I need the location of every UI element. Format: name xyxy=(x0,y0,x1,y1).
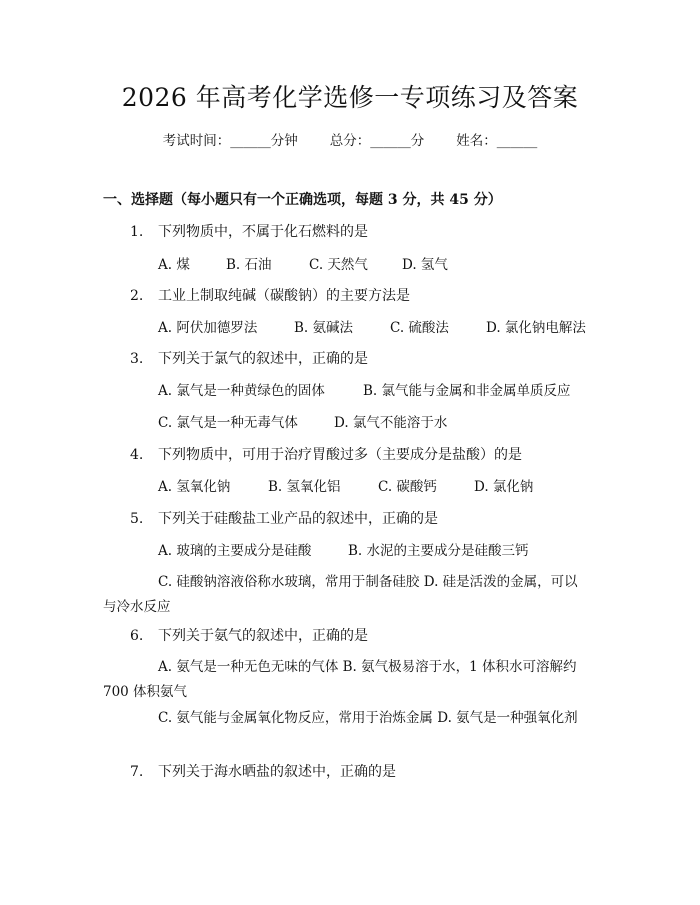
question-number: 7. xyxy=(130,764,144,780)
question-5-options-row-1 xyxy=(158,541,529,561)
page-title: 2026 年高考化学选修一专项练习及答案 xyxy=(121,83,579,112)
question-1-options xyxy=(158,255,448,275)
option-a: A. 煤 xyxy=(158,257,190,273)
option-c: C. 氯气是一种无毒气体 xyxy=(158,415,298,431)
question-text: 下列关于氨气的叙述中，正确的是 xyxy=(158,628,368,644)
question-text: 下列物质中，可用于治疗胃酸过多（主要成分是盐酸）的是 xyxy=(158,447,522,463)
question-3-options-row-2 xyxy=(158,413,447,433)
question-7 xyxy=(130,762,396,782)
question-5-options-wrapped: C. 硅酸钠溶液俗称水玻璃，常用于制备硅胶 D. 硅是活泼的金属，可以与冷水反应 xyxy=(103,574,578,615)
question-3-options-row-1 xyxy=(158,381,571,401)
option-d: D. 氯化钠电解法 xyxy=(486,320,586,336)
student-name-field: 姓名：______ xyxy=(456,133,538,149)
question-6-options-ab: A. 氨气是一种无色无味的气体 B. 氨气极易溶于水，1 体积水可溶解约 700 体积氨气 xyxy=(103,659,577,700)
exam-time-field: 考试时间：______分钟 xyxy=(162,133,298,149)
option-a: A. 玻璃的主要成分是硅酸 xyxy=(158,543,312,559)
question-number: 4. xyxy=(130,447,144,463)
option-c: C. 天然气 xyxy=(309,257,368,273)
option-a: A. 阿伏加德罗法 xyxy=(158,320,258,336)
option-c: C. 碳酸钙 xyxy=(378,479,437,495)
question-number: 1. xyxy=(130,224,144,240)
option-a: A. 氢氧化钠 xyxy=(158,479,231,495)
section-heading: 一、选择题（每小题只有一个正确选项，每题 3 分，共 45 分） xyxy=(103,192,502,208)
question-text: 下列关于海水晒盐的叙述中，正确的是 xyxy=(158,764,396,780)
option-d: D. 氢气 xyxy=(402,257,448,273)
question-6 xyxy=(130,626,368,646)
question-text: 下列关于硅酸盐工业产品的叙述中，正确的是 xyxy=(158,511,438,527)
question-number: 2. xyxy=(130,288,144,304)
total-score-field: 总分：______分 xyxy=(329,133,425,149)
question-2 xyxy=(130,286,410,306)
option-d: D. 氯化钠 xyxy=(474,479,534,495)
option-b: B. 氯气能与金属和非金属单质反应 xyxy=(363,383,571,399)
question-4-options xyxy=(158,477,533,497)
question-number: 5. xyxy=(130,511,144,527)
question-text: 工业上制取纯碱（碳酸钠）的主要方法是 xyxy=(158,288,410,304)
option-c: C. 硫酸法 xyxy=(390,320,449,336)
question-text: 下列物质中，不属于化石燃料的是 xyxy=(158,224,368,240)
question-1 xyxy=(130,222,368,242)
option-b: B. 水泥的主要成分是硅酸三钙 xyxy=(348,543,529,559)
question-4 xyxy=(130,445,522,465)
option-a: A. 氯气是一种黄绿色的固体 xyxy=(158,383,325,399)
question-number: 3. xyxy=(130,351,144,367)
question-number: 6. xyxy=(130,628,144,644)
option-b: B. 氨碱法 xyxy=(294,320,354,336)
option-b: B. 氢氧化铝 xyxy=(268,479,341,495)
question-3 xyxy=(130,349,368,369)
exam-info-line xyxy=(0,131,700,151)
question-5 xyxy=(130,509,438,529)
question-6-options-cd: C. 氨气能与金属氧化物反应，常用于治炼金属 D. 氨气是一种强氧化剂 xyxy=(158,710,578,726)
question-text: 下列关于氯气的叙述中，正确的是 xyxy=(158,351,368,367)
option-d: D. 氯气不能溶于水 xyxy=(334,415,448,431)
option-b: B. 石油 xyxy=(226,257,272,273)
question-2-options xyxy=(158,318,586,338)
